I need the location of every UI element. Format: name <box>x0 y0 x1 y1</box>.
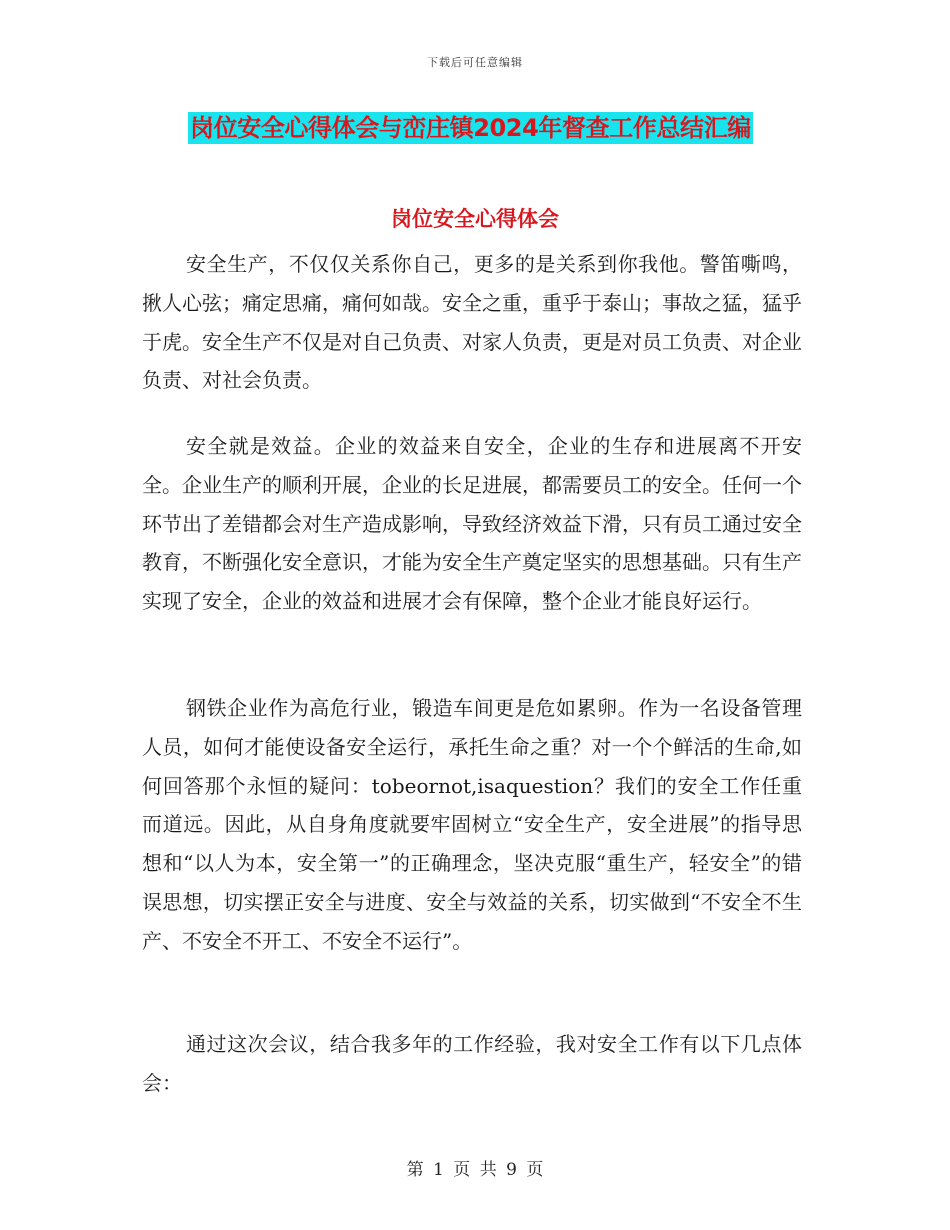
body-paragraph: 安全生产，不仅仅关系你自己，更多的是关系到你我他。警笛嘶鸣，揪人心弦；痛定思痛，痛何如哉。安全之重，重乎于泰山；事故之猛，猛乎于虎。安全生产不仅是对自己负责、对家人负责，更是对员工负责、对企业负责、对社会负责。 <box>142 252 802 393</box>
body-paragraph: 通过这次会议，结合我多年的工作经验，我对安全工作有以下几点体会： <box>142 1032 802 1095</box>
body-paragraph: 安全就是效益。企业的效益来自安全，企业的生存和进展离不开安全。企业生产的顺利开展，企业的长足进展，都需要员工的安全。任何一个环节出了差错都会对生产造成影响，导致经济效益下滑，只有员工通过安全教育，不断强化安全意识，才能为安全生产奠定坚实的思想基础。只有生产实现了安全，企业的效益和进展才会有保障，整个企业才能良好运行。 <box>142 434 802 614</box>
body-paragraph: 钢铁企业作为高危行业，锻造车间更是危如累卵。作为一名设备管理人员，如何才能使设备安全运行，承托生命之重？对一个个鲜活的生命,如何回答那个永恒的疑问：tobeornot,isaquestion？我们的安全工作任重而道远。因此，从自身角度就要牢固树立“安全生产，安全进展”的指导思想和“以人为本，安全第一”的正确理念，坚决克服“重生产，轻安全”的错误思想，切实摆正安全与进度、安全与效益的关系，切实做到“不安全不生产、不安全不开工、不安全不运行”。 <box>142 696 802 953</box>
section-title: 岗位安全心得体会 <box>391 207 559 231</box>
page-header-note: 下载后可任意编辑 <box>427 56 523 69</box>
page-number: 第 1 页 共 9 页 <box>406 1160 544 1180</box>
document-title: 岗位安全心得体会与峦庄镇2024年督查工作总结汇编 <box>190 114 751 142</box>
